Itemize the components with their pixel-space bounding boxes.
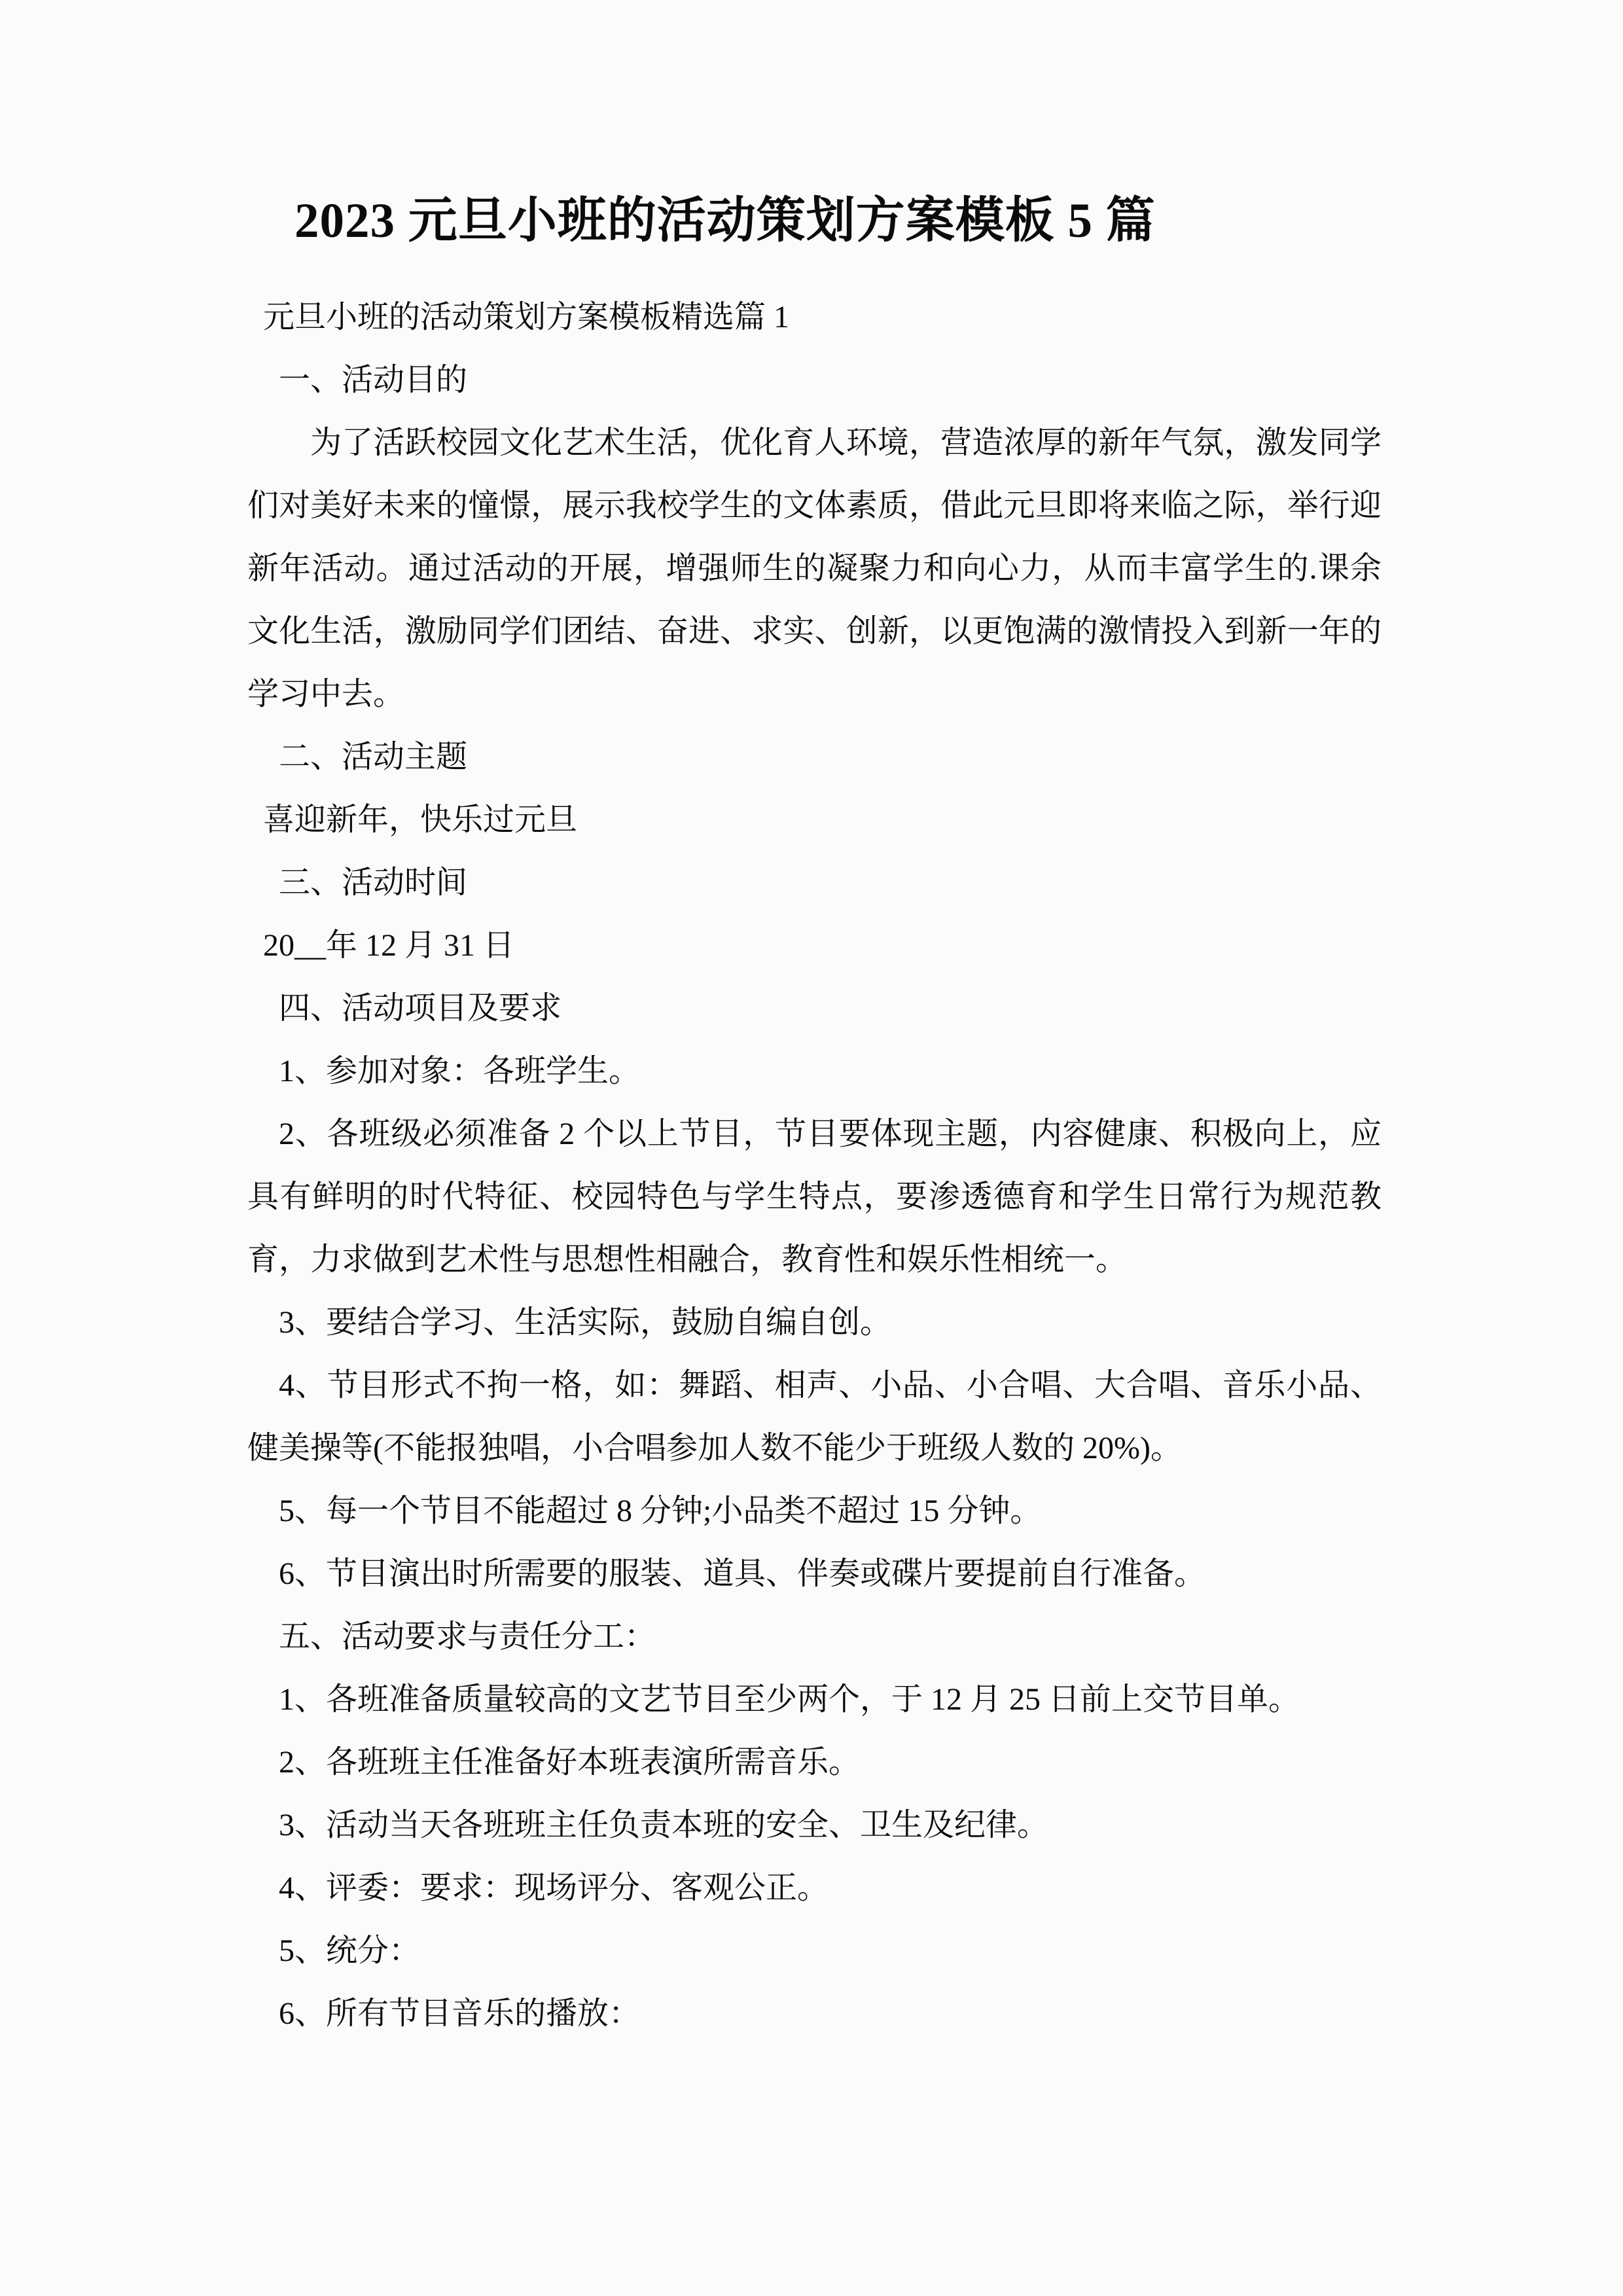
document-subtitle: 元旦小班的活动策划方案模板精选篇 1	[263, 300, 790, 334]
list-item: 6、所有节目音乐的播放：	[279, 1996, 641, 2031]
paragraph-activity-purpose: 为了活跃校园文化艺术生活，优化育人环境，营造浓厚的新年气氛，激发同学们对美好未来的憧憬，展示我校学生的文体素质，借此元旦即将来临之际，举行迎新年活动。通过活动的开展，增强师生的凝聚力和向心力，从而丰富学生的.课余文化生活，激励同学们团结、奋进、求实、创新，以更饱满的激情投入到新一年的学习中去。	[247, 425, 1382, 711]
list-item: 1、各班准备质量较高的文艺节目至少两个，于 12 月 25 日前上交节目单。	[279, 1682, 1300, 1717]
list-item: 3、要结合学习、生活实际，鼓励自编自创。	[279, 1305, 892, 1340]
list-item: 6、节目演出时所需要的服装、道具、伴奏或碟片要提前自行准备。	[279, 1556, 1206, 1591]
section-heading-activity-purpose: 一、活动目的	[279, 363, 468, 397]
list-item: 3、活动当天各班班主任负责本班的安全、卫生及纪律。	[279, 1808, 1049, 1842]
list-item: 4、节目形式不拘一格，如：舞蹈、相声、小品、小合唱、大合唱、音乐小品、健美操等(不能报独唱，小合唱参加人数不能少于班级人数的 20%)。	[247, 1368, 1382, 1465]
list-item: 5、每一个节目不能超过 8 分钟;小品类不超过 15 分钟。	[279, 1494, 1042, 1528]
paragraph-activity-theme: 喜迎新年，快乐过元旦	[263, 802, 578, 837]
list-item: 2、各班级必须准备 2 个以上节目，节目要体现主题，内容健康、积极向上，应具有鲜明的时代特征、校园特色与学生特点，要渗透德育和学生日常行为规范教育，力求做到艺术性与思想性相融合，教育性和娱乐性相统一。	[247, 1117, 1382, 1277]
section-heading-activity-items: 四、活动项目及要求	[279, 991, 562, 1026]
section-heading-activity-theme: 二、活动主题	[279, 740, 468, 774]
list-item: 1、参加对象：各班学生。	[279, 1054, 641, 1088]
list-item: 4、评委：要求：现场评分、客观公正。	[279, 1871, 829, 1905]
section-heading-requirements-and-duties: 五、活动要求与责任分工：	[279, 1619, 656, 1654]
list-item: 2、各班班主任准备好本班表演所需音乐。	[279, 1745, 861, 1780]
list-item: 5、统分：	[279, 1933, 421, 1968]
page-title: 2023 元旦小班的活动策划方案模板 5 篇	[294, 194, 1156, 248]
document-content	[247, 0, 1382, 2045]
paragraph-activity-time: 20__年 12 月 31 日	[263, 928, 515, 963]
section-heading-activity-time: 三、活动时间	[279, 865, 468, 900]
